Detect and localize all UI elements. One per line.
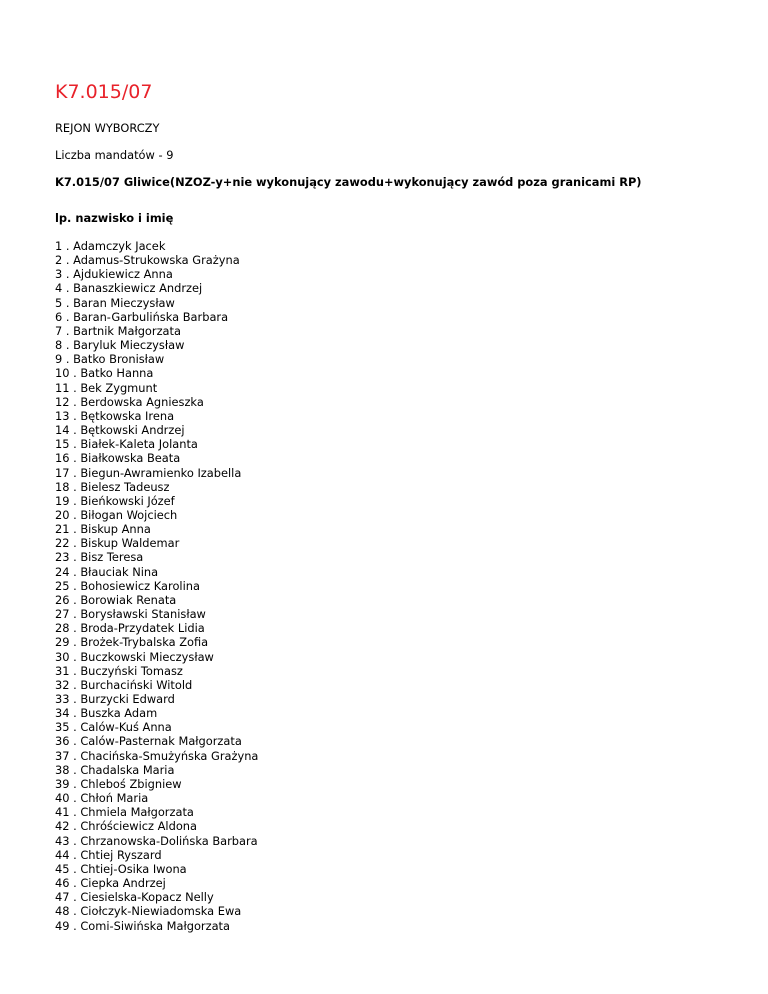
list-item: 39 . Chleboś Zbigniew <box>55 776 182 791</box>
list-item: 16 . Białkowska Beata <box>55 451 181 466</box>
list-item: 33 . Burzycki Edward <box>55 692 175 706</box>
list-item: 30 . Buczkowski Mieczysław <box>55 649 214 664</box>
list-item: 8 . Baryluk Mieczysław <box>55 338 185 353</box>
list-item: 2 . Adamus-Strukowska Grażyna <box>55 253 240 268</box>
list-item: 29 . Brożek-Trybalska Zofia <box>55 635 209 650</box>
list-item: 42 . Chróściewicz Aldona <box>55 819 197 834</box>
mandates-count: Liczba mandatów - 9 <box>55 148 174 162</box>
list-item: 27 . Borysławski Stanisław <box>55 607 206 622</box>
list-item: 31 . Buczyński Tomasz <box>55 663 183 678</box>
list-item: 5 . Baran Mieczysław <box>55 295 175 310</box>
list-item: 21 . Biskup Anna <box>55 522 151 537</box>
list-item: 35 . Calów-Kuś Anna <box>55 720 172 735</box>
list-item: 4 . Banaszkiewicz Andrzej <box>55 281 203 296</box>
candidate-list <box>55 239 258 933</box>
list-item: 25 . Bohosiewicz Karolina <box>55 578 200 593</box>
list-item: 7 . Bartnik Małgorzata <box>55 323 181 338</box>
district-title: K7.015/07 Gliwice(NZOZ-y+nie wykonujący zawodu+wykonujący zawód poza granicami RP) <box>55 175 642 189</box>
list-item: 38 . Chadalska Maria <box>55 762 175 777</box>
list-item: 17 . Biegun-Awramienko Izabella <box>55 465 242 480</box>
list-item: 32 . Burchaciński Witold <box>55 677 193 692</box>
list-item: 20 . Biłogan Wojciech <box>55 507 178 522</box>
list-item: 40 . Chłoń Maria <box>55 791 149 806</box>
list-item: 19 . Bieńkowski Józef <box>55 493 175 508</box>
list-item: 9 . Batko Bronisław <box>55 352 165 367</box>
list-item: 15 . Białek-Kaleta Jolanta <box>55 437 198 452</box>
list-item: 36 . Calów-Pasternak Małgorzata <box>55 734 242 749</box>
list-item: 49 . Comi-Siwińska Małgorzata <box>55 918 231 933</box>
list-item: 47 . Ciesielska-Kopacz Nelly <box>55 890 214 905</box>
list-item: 22 . Biskup Waldemar <box>55 536 180 551</box>
region-label: REJON WYBORCZY <box>55 121 160 135</box>
list-item: 46 . Ciepka Andrzej <box>55 876 166 891</box>
list-item: 12 . Berdowska Agnieszka <box>55 394 204 409</box>
list-item: 34 . Buszka Adam <box>55 706 158 721</box>
list-item: 10 . Batko Hanna <box>55 366 154 381</box>
list-item: 18 . Bielesz Tadeusz <box>55 479 170 494</box>
list-item: 26 . Borowiak Renata <box>55 592 177 607</box>
list-item: 41 . Chmiela Małgorzata <box>55 805 194 820</box>
list-item: 6 . Baran-Garbulińska Barbara <box>55 309 229 324</box>
list-item: 48 . Ciołczyk-Niewiadomska Ewa <box>55 904 242 919</box>
list-item: 28 . Broda-Przydatek Lidia <box>55 621 205 636</box>
list-item: 43 . Chrzanowska-Dolińska Barbara <box>55 833 258 848</box>
list-item: 24 . Błauciak Nina <box>55 564 159 579</box>
list-item: 45 . Chtiej-Osika Iwona <box>55 861 187 876</box>
list-item: 37 . Chacińska-Smużyńska Grażyna <box>55 748 259 763</box>
list-item: 1 . Adamczyk Jacek <box>55 239 166 253</box>
list-item: 13 . Bętkowska Irena <box>55 408 175 423</box>
list-item: 44 . Chtiej Ryszard <box>55 847 162 862</box>
document-code-heading: K7.015/07 <box>55 81 153 103</box>
list-item: 14 . Bętkowski Andrzej <box>55 423 185 438</box>
list-item: 3 . Ajdukiewicz Anna <box>55 267 173 282</box>
list-item: 11 . Bek Zygmunt <box>55 380 158 395</box>
list-item: 23 . Bisz Teresa <box>55 550 144 565</box>
column-header: lp. nazwisko i imię <box>55 211 174 225</box>
